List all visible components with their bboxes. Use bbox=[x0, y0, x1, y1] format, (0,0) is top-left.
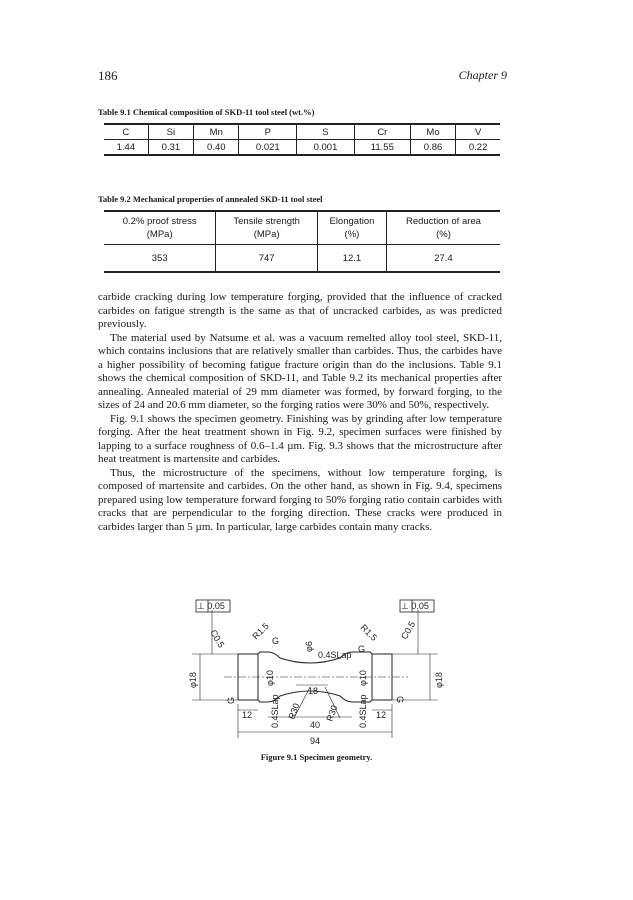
tol-left: ⊥ 0.05 bbox=[197, 601, 225, 611]
header-cell: Cr bbox=[354, 124, 410, 140]
value-cell: 1.44 bbox=[104, 140, 148, 156]
tol-right: ⊥ 0.05 bbox=[401, 601, 429, 611]
table2-caption bbox=[98, 194, 323, 204]
dia-gauge: φ6 bbox=[304, 641, 314, 652]
header-cell: Mn bbox=[194, 124, 239, 140]
r30-left: R30 bbox=[286, 701, 302, 721]
table-row bbox=[104, 245, 500, 273]
dia-shoulder-right: φ10 bbox=[358, 670, 368, 686]
paragraph: The material used by Natsume et al. was a vacuum remelted alloy tool steel, SKD-11, which contains inclusions that are relatively smaller than carbides. Thus, the carbides have a higher possibility of becoming fatigue fracture origin than do the inclusions. Table 9.1 shows the chemical composition of SKD-11, and Table 9.2 its mechanical properties after annealing. Annealed material of 29 mm diameter was formed, by forward forging, to the sizes of 24 and 20.6 mm diameter, so the forging ratios were 30% and 50%, respectively. bbox=[98, 331, 502, 411]
value-cell: 0.001 bbox=[297, 140, 355, 156]
header-cell: S bbox=[297, 124, 355, 140]
page-number: 186 bbox=[98, 68, 118, 83]
value-cell: 0.22 bbox=[456, 140, 500, 156]
table-row bbox=[104, 140, 500, 156]
value-cell: 12.1 bbox=[317, 245, 386, 273]
header-unit: (MPa) bbox=[146, 229, 173, 240]
header-unit: (MPa) bbox=[253, 229, 280, 240]
header-cell: Si bbox=[148, 124, 193, 140]
lap-gauge: 0.4SLap bbox=[318, 650, 352, 660]
value-cell: 747 bbox=[216, 245, 318, 273]
value-cell: 11.55 bbox=[354, 140, 410, 156]
paragraph: Fig. 9.1 shows the specimen geometry. Finishing was by grinding after low temperature forging. After the heat treatment shown in Fig. 9.2, specimen surfaces were finished by lapping to a surface roughness of 0.6–1.4 µm. Fig. 9.3 shows that the microstructure after heat treatment is martensite and carbides. bbox=[98, 412, 502, 465]
table-header-row bbox=[104, 211, 500, 245]
radius-left: R1.5 bbox=[250, 620, 271, 642]
value-cell: 27.4 bbox=[386, 245, 500, 273]
lap-left: 0.4SLap bbox=[270, 694, 280, 728]
paragraph: carbide cracking during low temperature forging, provided that the influence of cracked carbides on fatigue strength is the same as that of uncracked carbides, as was predicted previously. bbox=[98, 291, 502, 330]
chapter-title: Chapter 9 bbox=[458, 68, 507, 82]
value-cell: 0.31 bbox=[148, 140, 193, 156]
len-94: 94 bbox=[310, 736, 321, 746]
grind-mid-left: G bbox=[272, 636, 280, 646]
value-cell: 0.021 bbox=[239, 140, 297, 156]
header-cell: C bbox=[104, 124, 148, 140]
table1-caption bbox=[98, 107, 314, 117]
len-18: 18 bbox=[308, 686, 319, 696]
len-12-left: 12 bbox=[242, 710, 253, 720]
grind-right: G bbox=[395, 696, 405, 704]
header-name: 0.2% proof stress bbox=[122, 216, 197, 227]
chamfer-left: C0.5 bbox=[208, 628, 227, 650]
header-name: Tensile strength bbox=[233, 216, 300, 227]
table1-label: Table 9.1 bbox=[98, 107, 131, 117]
table-header-row bbox=[104, 124, 500, 140]
paragraph: Thus, the microstructure of the specimens, without low temperature forging, is composed of martensite and carbides. On the other hand, as shown in Fig. 9.4, specimens prepared using low temperature forward forging to 50% forging ratio contain carbides with cracks that are perpendicular to the forging direction. These cracks were produced in carbides larger than 5 µm. In particular, large carbides contain many cracks. bbox=[98, 466, 502, 533]
table1-title: Chemical composition of SKD-11 tool steel (wt.%) bbox=[132, 107, 315, 117]
len-12-right: 12 bbox=[376, 710, 387, 720]
radius-right: R1.5 bbox=[358, 622, 380, 643]
header-cell bbox=[104, 211, 216, 245]
header-unit: (%) bbox=[344, 229, 360, 240]
header-cell: Mo bbox=[410, 124, 455, 140]
dia-outer-right: φ18 bbox=[434, 672, 444, 688]
header-name: Reduction of area bbox=[405, 216, 481, 227]
header-cell bbox=[317, 211, 386, 245]
lap-right: 0.4SLap bbox=[358, 694, 368, 728]
r30-right: R30 bbox=[324, 703, 340, 723]
value-cell: 353 bbox=[104, 245, 216, 273]
header-cell bbox=[386, 211, 500, 245]
value-cell: 0.86 bbox=[410, 140, 455, 156]
dia-outer-left: φ18 bbox=[188, 672, 198, 688]
specimen-outline-top bbox=[238, 652, 392, 663]
composition-table bbox=[104, 123, 500, 156]
header-cell: P bbox=[239, 124, 297, 140]
value-cell: 0.40 bbox=[194, 140, 239, 156]
grind-left: G bbox=[226, 696, 236, 704]
grind-mid-right: G bbox=[358, 644, 366, 654]
header-cell: V bbox=[456, 124, 500, 140]
figure-title: Specimen geometry. bbox=[299, 752, 373, 762]
dia-shoulder-left: φ10 bbox=[265, 670, 275, 686]
header-name: Elongation bbox=[329, 216, 375, 227]
figure-label: Figure 9.1 bbox=[260, 752, 298, 762]
body-text bbox=[98, 291, 502, 534]
header-unit: (%) bbox=[436, 229, 451, 240]
specimen-geometry-drawing bbox=[160, 592, 470, 752]
table2-title: Mechanical properties of annealed SKD-11 tool steel bbox=[132, 194, 323, 204]
header-cell bbox=[216, 211, 318, 245]
figure-caption bbox=[0, 752, 633, 762]
chamfer-right: C0.5 bbox=[399, 619, 418, 641]
table2-label: Table 9.2 bbox=[98, 194, 131, 204]
len-40: 40 bbox=[310, 720, 321, 730]
mechanical-properties-table bbox=[104, 210, 500, 273]
